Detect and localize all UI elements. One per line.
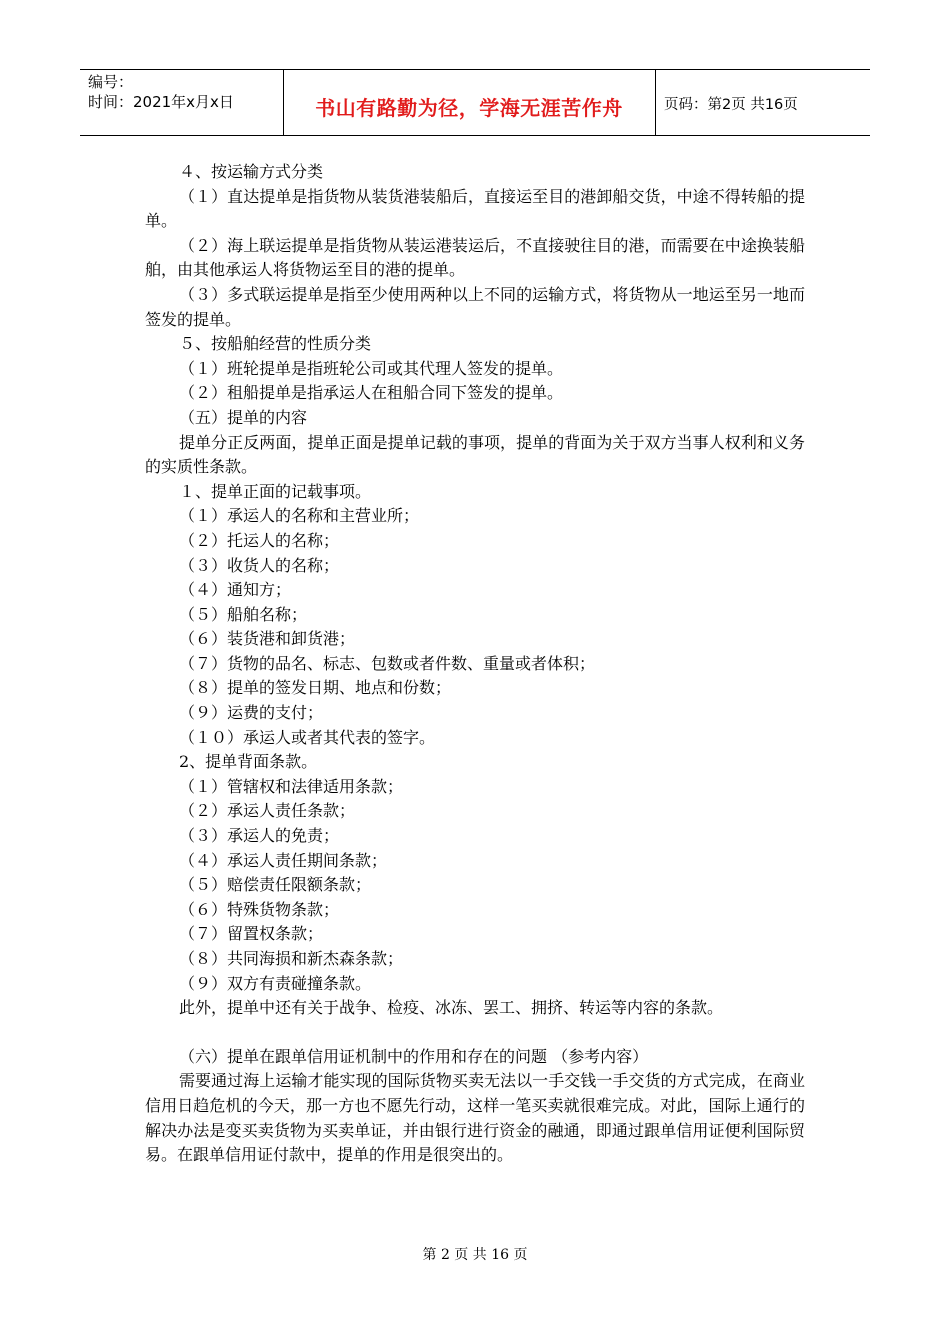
paragraph: （５）船舶名称； [179,604,308,624]
paragraph: （２）海上联运提单是指货物从装运港装运后，不直接驶往目的港，而需要在中途换装船舶，由其他承运人将货物运至目的港的提单。 [145,235,805,280]
paragraph: 此外，提单中还有关于战争、检疫、冰冻、罢工、拥挤、转运等内容的条款。 [179,998,724,1018]
header-top-rule [80,69,870,70]
document-body [145,160,805,1168]
paragraph: （６）装货港和卸货港； [179,629,356,649]
paragraph: （７）留置权条款； [179,924,324,944]
paragraph: （７）货物的品名、标志、包数或者件数、重量或者体积； [179,653,596,673]
paragraph: 2、提单背面条款。 [179,752,318,772]
paragraph: （６）特殊货物条款； [179,899,340,919]
paragraph: （４）承运人责任期间条款； [179,850,388,870]
paragraph: （２）租船提单是指承运人在租船合同下签发的提单。 [179,383,564,403]
paragraph: （２）托运人的名称； [179,530,340,550]
paragraph: （８）共同海损和新杰森条款； [179,949,404,968]
header-bottom-rule [80,135,870,136]
paragraph: ４、按运输方式分类 [179,162,324,181]
paragraph: １、提单正面的记载事项。 [179,481,372,501]
header-page-label: 页码：第2页 共16页 [664,97,798,113]
paragraph: （３）承运人的免责； [179,826,340,846]
page-footer: 第 2 页 共 16 页 [422,1247,528,1263]
paragraph: （４）通知方； [179,580,292,600]
paragraph: （１）管辖权和法律适用条款； [179,776,404,796]
header-motto: 书山有路勤为径，学海无涯苦作舟 [315,96,623,120]
paragraph: （１）直达提单是指货物从装货港装船后，直接运至目的港卸船交货，中途不得转船的提单。 [145,186,805,231]
blank-line [145,1021,805,1045]
paragraph: （五）提单的内容 [179,407,308,427]
paragraph: 需要通过海上运输才能实现的国际货物买卖无法以一手交钱一手交货的方式完成，在商业信用日趋危机的今天，那一方也不愿先行动，这样一笔买卖就很难完成。对此，国际上通行的解决办法是变买卖货物为买卖单证，并由银行进行资金的融通，即通过跟单信用证便利国际贸易。在跟单信用证付款中，提单的作用是很突出的。 [145,1071,805,1165]
paragraph: （３）多式联运提单是指至少使用两种以上不同的运输方式，将货物从一地运至另一地而签发的提单。 [145,284,805,329]
paragraph: （９）双方有责碰撞条款。 [179,973,372,993]
header-divider-right [655,69,656,135]
paragraph: （２）承运人责任条款； [179,801,356,821]
header-meta [88,72,234,112]
paragraph: （１）班轮提单是指班轮公司或其代理人签发的提单。 [179,358,564,378]
paragraph: （５）赔偿责任限额条款； [179,875,372,895]
paragraph: 提单分正反两面，提单正面是提单记载的事项，提单的背面为关于双方当事人权利和义务的实质性条款。 [145,432,805,477]
paragraph: ５、按船舶经营的性质分类 [179,334,372,354]
paragraph: （１０）承运人或者其代表的签字。 [179,727,436,747]
paragraph: （３）收货人的名称； [179,555,340,575]
header-number-label: 编号： [88,73,134,91]
paragraph: （１）承运人的名称和主营业所； [179,506,420,526]
paragraph: （９）运费的支付； [179,703,324,723]
paragraph: （六）提单在跟单信用证机制中的作用和存在的问题 （参考内容） [179,1046,649,1066]
header-date-label: 时间：2021年x月x日 [88,93,234,111]
paragraph: （８）提单的签发日期、地点和份数； [179,678,452,698]
